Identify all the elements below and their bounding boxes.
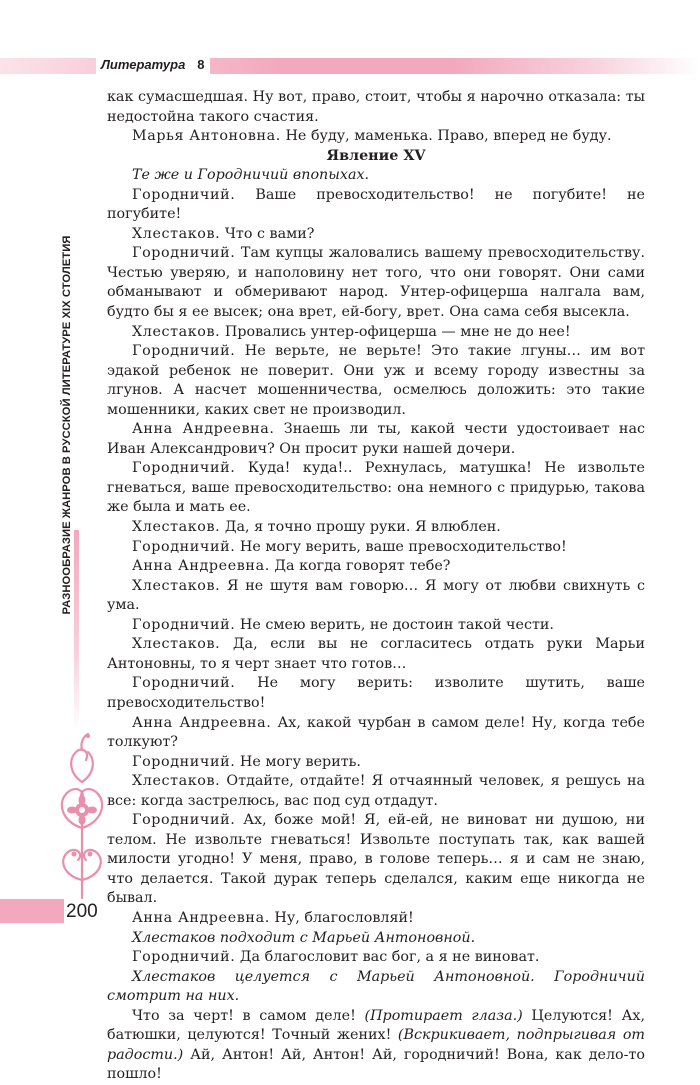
line: Знаешь ли ты, какой чести удостоивает нас Иван Александрович? Он просит руки нашей дочери. [107,421,645,457]
page-text [107,88,645,1085]
dialogue-line [107,342,645,420]
line: Ну, благословляй! [269,909,414,926]
header-grade-number: 8 [197,57,205,72]
dialogue-line [107,948,645,968]
side-section-title: РАЗНООБРАЗИЕ ЖАНРОВ В РУССКОЙ ЛИТЕРАТУРЕ XIX СТОЛЕТИЯ [61,235,73,615]
inline-stage-direction: (Вскрикивает, подпрыгивая от радости.) [107,1027,645,1063]
line: Не могу верить, ваше превосходительство! [235,538,567,555]
line: Я не шутя вам говорю… Я могу от любви свихнуть с ума. [107,577,645,614]
floral-ornament-icon [52,730,112,900]
stage-direction: Хлестаков целуется с Марьей Антоновной. Городничий смотрит на них. [107,968,645,1005]
dialogue-line [107,244,645,322]
side-decorative-line [74,530,79,730]
line: Ваше превосходительство! не погубите! не погубите! [107,186,645,223]
line: Да, я точно прошу руки. Я влюблен. [220,519,501,536]
line: Что за черт! в самом деле! [132,1007,365,1024]
speaker: Хлестаков. [132,636,221,653]
footer-band [0,899,64,923]
line: Целуются! Ах, батюшки, целуются! Точный жених! [107,1007,646,1044]
dialogue-line [107,811,645,909]
dialogue-line [107,420,645,459]
side-section-title-wrap [58,155,88,695]
speaker: Хлестаков. [132,519,221,536]
speaker: Городничий. [132,616,236,633]
speaker: Городничий. [132,812,236,829]
inline-stage-direction: (Протирает глаза.) [364,1007,523,1024]
speaker: Анна Андреевна. [132,909,270,926]
line: Не буду, маменька. Право, вперед не буду. [280,128,612,145]
stage-direction: Хлестаков подходит с Марьей Антоновной. [132,929,476,946]
speaker: Хлестаков. [132,323,221,340]
speaker: Городничий. [132,949,236,966]
dialogue-line [107,577,645,616]
dialogue-line [107,557,645,577]
line: Не верьте, не верьте! Это такие лгуны… им вот эдакой ребенок не поверит. Они уж и всему городу известны за лгунов. А насчет мошенничества, осмелюсь доложить: это такие мошенники, каких свет не производил. [107,343,645,418]
speaker: Марья Антоновна. [132,128,281,145]
speaker: Анна Андреевна. [132,421,275,438]
speaker: Городничий. [132,343,236,360]
page-number: 200 [66,901,98,922]
dialogue-line [107,674,645,713]
dialogue-line [107,323,645,343]
dialogue-line [107,186,645,225]
speaker: Городничий. [132,186,236,203]
line: Куда! куда!.. Рехнулась, матушка! Не извольте гневаться, ваше превосходительство: она немного с придурью, такова же была и мать ее. [107,460,645,516]
speaker: Хлестаков. [132,577,221,594]
dialogue-line [107,518,645,538]
speaker: Анна Андреевна. [132,558,270,575]
dialogue-line [107,1007,645,1085]
line: Не смею верить, не достоин такой чести. [235,616,554,633]
line: Не могу верить. [235,753,361,770]
dialogue-line [107,772,645,811]
speaker: Городничий. [132,460,236,477]
line: Ах, боже мой! Я, ей-ей, не виноват ни душою, ни телом. Не извольте гневаться! Извольте поступать так, как вашей милости угодно! У меня, право, в голове теперь… я и сам не знаю, что делается. Такой дурак теперь сделался, каким еще никогда не бывал. [107,812,645,907]
speaker: Городничий. [132,538,236,555]
dialogue-line [107,635,645,674]
header-title: Литература [101,57,186,72]
speaker: Городничий. [132,245,236,262]
line: Да, если вы не согласитесь отдать руки Марьи Антоновны, то я черт знает что готов… [107,636,645,672]
dialogue-line [107,538,645,558]
speaker: Городничий. [132,675,236,692]
speaker: Хлестаков. [132,773,221,790]
line: Отдайте, отдайте! Я отчаянный человек, я решусь на все: когда застрелюсь, вас под суд отдадут. [107,773,645,809]
line: Да благословит вас бог, а я не виноват. [235,949,540,966]
running-header [96,55,210,75]
paragraph: как сумасшедшая. Ну вот, право, стоит, чтобы я нарочно отказала: ты недостойна такого счастия. [107,89,645,125]
dialogue-line [107,714,645,753]
dialogue-line [107,459,645,518]
line: Что с вами? [220,225,315,242]
speaker: Анна Андреевна. [132,714,272,731]
dialogue-line [107,127,645,147]
dialogue-line [107,753,645,773]
line: Да когда говорят тебе? [269,558,451,575]
line: Не могу верить: изволите шутить, ваше превосходительство! [107,675,645,711]
dialogue-line [107,909,645,929]
dialogue-line [107,616,645,636]
stage-direction: Те же и Городничий впопыхах. [132,167,370,184]
line: Ай, Антон! Ай, Антон! Ай, городничий! Вона, как дело-то пошло! [107,1046,645,1083]
line: Ах, какой чурбан в самом деле! Ну, когда тебе толкуют? [107,714,645,751]
speaker: Хлестаков. [132,225,221,242]
scene-heading: Явление XV [326,147,426,164]
speaker: Городничий. [132,753,236,770]
line: Провались унтер-офицерша — мне не до нее! [220,323,571,340]
line: Там купцы жаловались вашему превосходительству. Честью уверяю, и наполовину нет того, что они говорят. Они сами обманывают и обмеривают народ. Унтер-офицерша налгала вам, будто бы я ее высек; она врет, ей-богу, врет. Она сама себя высекла. [107,245,645,321]
dialogue-line [107,225,645,245]
